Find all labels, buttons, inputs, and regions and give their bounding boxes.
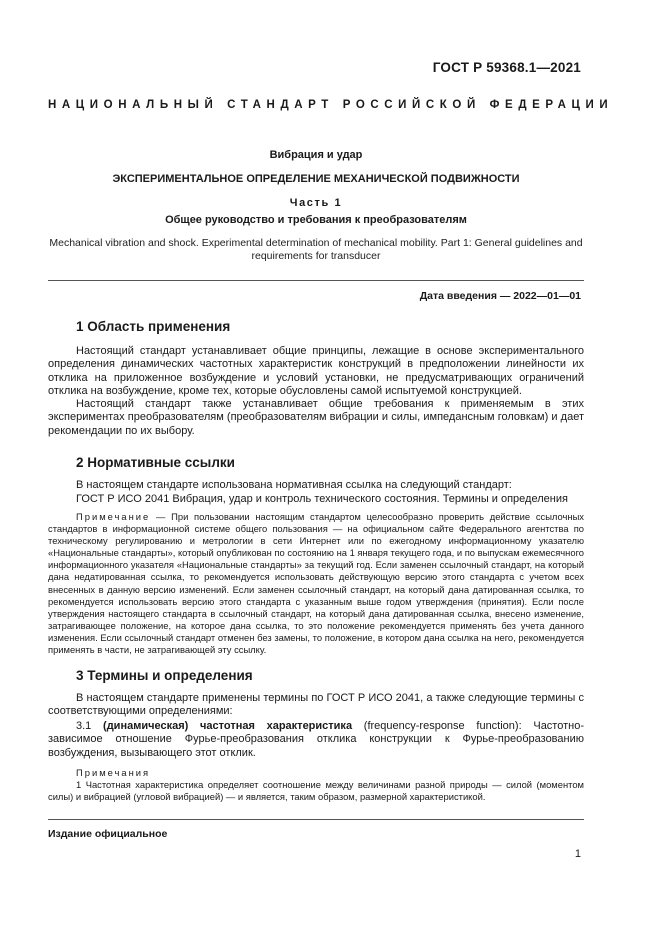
- title-main: ЭКСПЕРИМЕНТАЛЬНОЕ ОПРЕДЕЛЕНИЕ МЕХАНИЧЕСКОЙ ПОДВИЖНОСТИ: [112, 173, 520, 185]
- term-number: 3.1: [76, 720, 92, 732]
- section-2-line-1: В настоящем стандарте использована нормативная ссылка на следующий стандарт:: [76, 479, 512, 491]
- section-1-heading: 1 Область применения: [76, 319, 231, 334]
- part-label: Часть 1: [289, 197, 343, 209]
- footer-divider: [48, 819, 584, 820]
- section-2-heading: 2 Нормативные ссылки: [76, 455, 235, 470]
- section-2-note-label: Примечание: [76, 511, 151, 522]
- title-divider: [48, 280, 584, 281]
- section-3-intro-text: В настоящем стандарте применены термины по ГОСТ Р ИСО 2041, а также следующие термины с соответствующими определениями:: [48, 692, 584, 718]
- note-1-text: 1 Частотная характеристика определяет соотношение между величинами разной природы — силой (моментом силы) и вибрацией (угловой вибрацией) — и является, таким образом, размерной характеристикой.: [48, 779, 584, 803]
- term-name: (динамическая) частотная характеристика: [103, 720, 353, 732]
- section-2-note-text: — При пользовании настоящим стандартом целесообразно проверить действие ссылочных стандартов в информационной системе общего пользования — на официальном сайте Федерального агентства по техническому регулированию и метрологии в сети Интернет или по ежегодному информационному указателю «Национальные стандарты», который опубликован по состоянию на 1 января текущего года, и по выпускам ежемесячного информационного указателя «Национальные стандарты» за текущий год. Если заменен ссылочный стандарт, на который дана недатированная ссылка, то рекомендуется использовать действующую версию этого стандарта с учетом всех внесенных в данную версию изменений. Если заменен ссылочный стандарт, на который дана датированная ссылка, то рекомендуется использовать версию этого стандарта с указанным выше годом утверждения (принятия). Если после утверждения настоящего стандарта в ссылочный стандарт, на который дана датированная ссылка, внесено изменение, затрагивающее положение, на которое дана ссылка, то это положение рекомендуется применять без учета данного изменения. Если ссылочный стандарт отменен без замены, то положение, в котором дана ссылка на него, рекомендуется применять в части, не затрагивающей эту ссылку.: [48, 511, 584, 656]
- english-title: Mechanical vibration and shock. Experimental determination of mechanical mobility. Part 1: General guidelines and requirements for transducer: [49, 237, 583, 262]
- section-1-paragraph-1: [48, 345, 584, 399]
- notes-label: Примечания: [76, 767, 151, 778]
- official-edition-label: Издание официальное: [48, 828, 168, 840]
- section-1-paragraph-1-text: Настоящий стандарт устанавливает общие принципы, лежащие в основе экспериментального определения динамических частотных характеристик конструкций в предположении линейности их отклика на приложенное возбуждение и условий установки, не предусматривающих ограничений отклика на возбуждение, кроме тех, которые обусловлены самой испытуемой конструкцией.: [48, 345, 584, 398]
- part-title: Общее руководство и требования к преобразователям: [165, 214, 467, 226]
- section-3-intro: [48, 692, 584, 719]
- intro-date: Дата введения — 2022—01—01: [419, 290, 581, 302]
- section-3-note-1: [48, 779, 584, 803]
- national-standard-heading: НАЦИОНАЛЬНЫЙ СТАНДАРТ РОССИЙСКОЙ ФЕДЕРАЦИИ: [48, 99, 614, 111]
- section-2-note: [48, 511, 584, 656]
- title-subject: Вибрация и удар: [269, 149, 363, 161]
- section-3-notes-label: [48, 767, 584, 779]
- gost-number: ГОСТ Р 59368.1—2021: [432, 60, 581, 75]
- section-2-line-2: ГОСТ Р ИСО 2041 Вибрация, удар и контроль технического состояния. Термины и определения: [76, 493, 568, 505]
- section-1-paragraph-2: [48, 398, 584, 438]
- section-1-paragraph-2-text: Настоящий стандарт также устанавливает общие требования к применяемым в этих экспериментах преобразователям (преобразователям вибрации и силы, импедансным головкам) и дает рекомендации по их выбору.: [48, 398, 584, 437]
- term-3-1: [48, 720, 584, 760]
- section-3-heading: 3 Термины и определения: [76, 668, 253, 683]
- term-definition: (frequency-response function): Частотно-зависимое отношение Фурье-преобразования отклика конструкции к Фурье-преобразованию возбуждения, вызывающего этот отклик.: [48, 720, 584, 759]
- page-number: 1: [574, 848, 581, 860]
